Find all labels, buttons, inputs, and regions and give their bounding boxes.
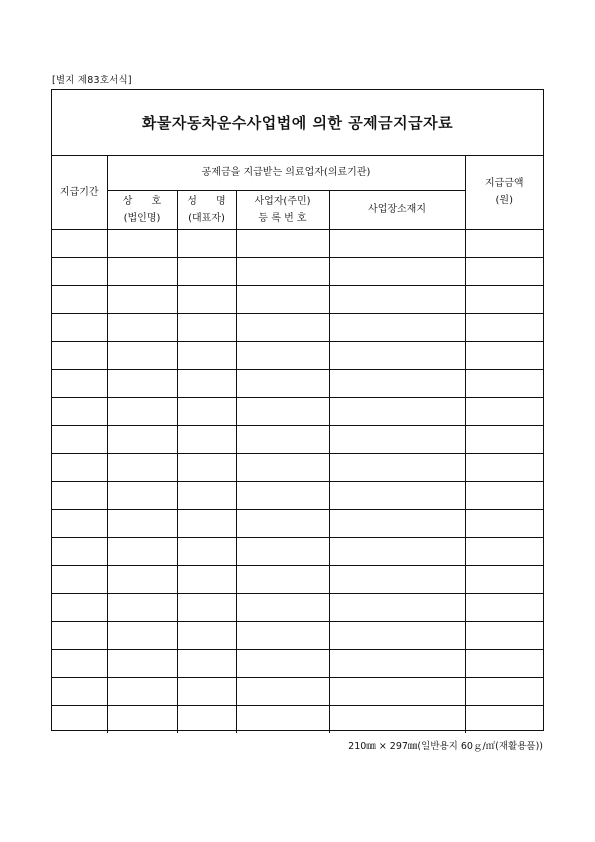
reg-no-cell[interactable] xyxy=(236,425,329,453)
trade-name-cell[interactable] xyxy=(107,229,177,257)
table-row xyxy=(52,229,543,257)
form-title: 화물자동차운수사업법에 의한 공제금지급자료 xyxy=(141,114,454,132)
reg-no-cell[interactable] xyxy=(236,481,329,509)
amount-cell[interactable] xyxy=(465,257,543,285)
name-cell[interactable] xyxy=(177,369,236,397)
amount-cell[interactable] xyxy=(465,313,543,341)
amount-cell[interactable] xyxy=(465,593,543,621)
reg-no-cell[interactable] xyxy=(236,285,329,313)
address-cell[interactable] xyxy=(329,397,465,425)
reg-no-cell[interactable] xyxy=(236,649,329,677)
table-row xyxy=(52,621,543,649)
table-row xyxy=(52,509,543,537)
period-cell[interactable] xyxy=(52,621,107,649)
name-cell[interactable] xyxy=(177,509,236,537)
name-cell[interactable] xyxy=(177,649,236,677)
name-cell[interactable] xyxy=(177,593,236,621)
amount-cell[interactable] xyxy=(465,453,543,481)
header-row-1 xyxy=(52,156,543,190)
period-cell[interactable] xyxy=(52,509,107,537)
amount-cell[interactable] xyxy=(465,285,543,313)
address-cell[interactable] xyxy=(329,621,465,649)
period-cell[interactable] xyxy=(52,341,107,369)
period-cell[interactable] xyxy=(52,593,107,621)
name-cell[interactable] xyxy=(177,621,236,649)
payment-table xyxy=(52,156,543,733)
period-cell[interactable] xyxy=(52,229,107,257)
name-cell[interactable] xyxy=(177,285,236,313)
trade-name-cell[interactable] xyxy=(107,593,177,621)
reg-no-cell[interactable] xyxy=(236,509,329,537)
amount-cell[interactable] xyxy=(465,369,543,397)
name-cell[interactable] xyxy=(177,229,236,257)
header-name-label: 성 명 xyxy=(187,195,226,207)
address-cell[interactable] xyxy=(329,285,465,313)
reg-no-cell[interactable] xyxy=(236,621,329,649)
table-row xyxy=(52,481,543,509)
paper-spec-footer: 210㎜ × 297㎜(일반용지 60ｇ/㎡(재활용품)) xyxy=(348,741,543,752)
amount-cell[interactable] xyxy=(465,481,543,509)
address-cell[interactable] xyxy=(329,369,465,397)
reg-no-cell[interactable] xyxy=(236,313,329,341)
reg-no-cell[interactable] xyxy=(236,593,329,621)
table-row xyxy=(52,453,543,481)
table-row xyxy=(52,369,543,397)
header-amount xyxy=(465,156,543,229)
table-row xyxy=(52,257,543,285)
address-cell[interactable] xyxy=(329,313,465,341)
reg-no-cell[interactable] xyxy=(236,453,329,481)
name-cell[interactable] xyxy=(177,481,236,509)
period-cell[interactable] xyxy=(52,677,107,705)
address-cell[interactable] xyxy=(329,341,465,369)
amount-cell[interactable] xyxy=(465,649,543,677)
form-frame xyxy=(51,89,544,731)
reg-no-cell[interactable] xyxy=(236,369,329,397)
trade-name-cell[interactable] xyxy=(107,621,177,649)
form-number-label: [별지 제83호서식] xyxy=(52,75,132,86)
header-trade-name-label: 상 호 xyxy=(122,195,162,207)
amount-cell[interactable] xyxy=(465,397,543,425)
amount-cell[interactable] xyxy=(465,705,543,733)
name-cell[interactable] xyxy=(177,313,236,341)
name-cell[interactable] xyxy=(177,257,236,285)
trade-name-cell[interactable] xyxy=(107,677,177,705)
table-row xyxy=(52,593,543,621)
trade-name-cell[interactable] xyxy=(107,313,177,341)
reg-no-cell[interactable] xyxy=(236,341,329,369)
header-amount-label: 지급금액 xyxy=(484,178,524,190)
amount-cell[interactable] xyxy=(465,621,543,649)
table-row xyxy=(52,649,543,677)
header-address: 사업장소재지 xyxy=(329,190,465,229)
trade-name-cell[interactable] xyxy=(107,509,177,537)
address-cell[interactable] xyxy=(329,565,465,593)
reg-no-cell[interactable] xyxy=(236,257,329,285)
header-reg-no-label: 사업자(주민) xyxy=(254,195,311,207)
name-cell[interactable] xyxy=(177,565,236,593)
trade-name-cell[interactable] xyxy=(107,397,177,425)
header-name-sub: (대표자) xyxy=(188,212,225,224)
trade-name-cell[interactable] xyxy=(107,285,177,313)
table-row xyxy=(52,313,543,341)
name-cell[interactable] xyxy=(177,425,236,453)
amount-cell[interactable] xyxy=(465,537,543,565)
address-cell[interactable] xyxy=(329,537,465,565)
reg-no-cell[interactable] xyxy=(236,537,329,565)
trade-name-cell[interactable] xyxy=(107,369,177,397)
amount-cell[interactable] xyxy=(465,509,543,537)
reg-no-cell[interactable] xyxy=(236,705,329,733)
trade-name-cell[interactable] xyxy=(107,537,177,565)
table-row xyxy=(52,565,543,593)
table-row xyxy=(52,705,543,733)
amount-cell[interactable] xyxy=(465,565,543,593)
address-cell[interactable] xyxy=(329,229,465,257)
name-cell[interactable] xyxy=(177,341,236,369)
period-cell[interactable] xyxy=(52,369,107,397)
table-row xyxy=(52,677,543,705)
header-reg-no-sub: 등 록 번 호 xyxy=(258,212,307,224)
trade-name-cell[interactable] xyxy=(107,565,177,593)
amount-cell[interactable] xyxy=(465,677,543,705)
title-box xyxy=(52,90,543,156)
period-cell[interactable] xyxy=(52,705,107,733)
address-cell[interactable] xyxy=(329,509,465,537)
trade-name-cell[interactable] xyxy=(107,649,177,677)
table-row xyxy=(52,285,543,313)
period-cell[interactable] xyxy=(52,285,107,313)
name-cell[interactable] xyxy=(177,677,236,705)
address-cell[interactable] xyxy=(329,425,465,453)
trade-name-cell[interactable] xyxy=(107,705,177,733)
address-cell[interactable] xyxy=(329,649,465,677)
trade-name-cell[interactable] xyxy=(107,425,177,453)
period-cell[interactable] xyxy=(52,565,107,593)
period-cell[interactable] xyxy=(52,481,107,509)
table-body xyxy=(52,229,543,733)
period-cell[interactable] xyxy=(52,257,107,285)
name-cell[interactable] xyxy=(177,705,236,733)
name-cell[interactable] xyxy=(177,537,236,565)
trade-name-cell[interactable] xyxy=(107,341,177,369)
table-row xyxy=(52,341,543,369)
header-name xyxy=(177,190,236,229)
period-cell[interactable] xyxy=(52,453,107,481)
trade-name-cell[interactable] xyxy=(107,257,177,285)
header-period: 지급기간 xyxy=(52,156,107,229)
trade-name-cell[interactable] xyxy=(107,453,177,481)
amount-cell[interactable] xyxy=(465,341,543,369)
period-cell[interactable] xyxy=(52,649,107,677)
reg-no-cell[interactable] xyxy=(236,397,329,425)
name-cell[interactable] xyxy=(177,453,236,481)
amount-cell[interactable] xyxy=(465,229,543,257)
table-row xyxy=(52,397,543,425)
reg-no-cell[interactable] xyxy=(236,229,329,257)
address-cell[interactable] xyxy=(329,705,465,733)
header-amount-unit: (원) xyxy=(495,195,513,207)
name-cell[interactable] xyxy=(177,397,236,425)
table-row xyxy=(52,425,543,453)
address-cell[interactable] xyxy=(329,453,465,481)
address-cell[interactable] xyxy=(329,257,465,285)
table-row xyxy=(52,537,543,565)
amount-cell[interactable] xyxy=(465,425,543,453)
address-cell[interactable] xyxy=(329,481,465,509)
period-cell[interactable] xyxy=(52,397,107,425)
header-trade-name-sub: (법인명) xyxy=(123,212,161,224)
period-cell[interactable] xyxy=(52,425,107,453)
reg-no-cell[interactable] xyxy=(236,677,329,705)
address-cell[interactable] xyxy=(329,677,465,705)
header-registration-number xyxy=(236,190,329,229)
period-cell[interactable] xyxy=(52,537,107,565)
period-cell[interactable] xyxy=(52,313,107,341)
trade-name-cell[interactable] xyxy=(107,481,177,509)
address-cell[interactable] xyxy=(329,593,465,621)
reg-no-cell[interactable] xyxy=(236,565,329,593)
header-trade-name xyxy=(107,190,177,229)
header-medical-provider-group: 공제금을 지급받는 의료업자(의료기관) xyxy=(107,156,465,190)
